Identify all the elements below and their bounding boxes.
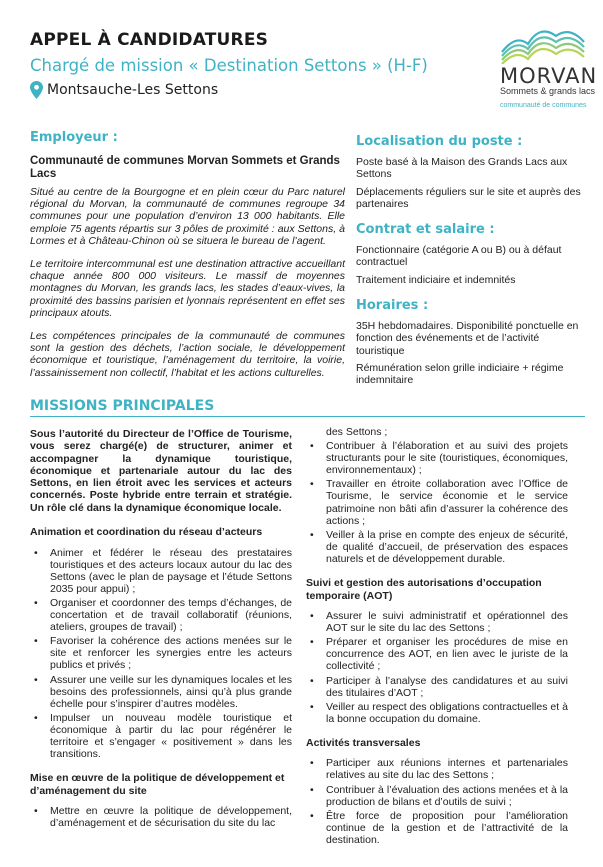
animation-heading: Animation et coordination du réseau d’acteurs: [30, 526, 263, 539]
list-item: • Mettre en œuvre la politique de développement, d’aménagement et de sécurisation du site du lac: [30, 805, 292, 829]
location: [30, 81, 480, 99]
list-item: • Travailler en étroite collaboration avec l’Office de Tourisme, le service économie et le service patrimoine non bâti afin d’assurer la cohérence des actions ;: [306, 478, 568, 526]
contract-section: [356, 222, 581, 286]
list-item: • Contribuer à l’évaluation des actions menées et à la production de bilans et d’outils de suivi ;: [306, 784, 568, 808]
politique-heading: Mise en œuvre de la politique de développement et d’aménagement du site: [30, 772, 285, 797]
logo-subtitle: communauté de communes: [500, 102, 587, 109]
transversales-heading: Activités transversales: [306, 736, 421, 749]
list-item: • Veiller au respect des obligations contractuelles et à la bonne occupation du domaine.: [306, 701, 568, 725]
hours-section: [356, 298, 581, 386]
list-item: • Assurer une veille sur les dynamiques locales et les besoins des professionnels, ainsi qu’à plus grande échelle pour s’inspirer d’autres modèles.: [30, 674, 292, 710]
list-item: • Veiller à la prise en compte des enjeux de sécurité, de qualité d’accueil, de préservation des espaces naturels et de développement durable.: [306, 529, 568, 565]
employer-section: [30, 130, 345, 379]
employer-name: Communauté de communes Morvan Sommets et Grands Lacs: [30, 155, 340, 180]
list-item: • Favoriser la cohérence des actions menées sur le site et renforcer les synergies entre les acteurs publics et privés ;: [30, 635, 292, 671]
missions-intro: Sous l’autorité du Directeur de l’Office de Tourisme, vous serez chargé(e) de structurer, animer et accompagner la dynamique touristique, économique et partenariale autour du lac des Settons, en lien étroit avec les services et acteurs concernés. Poste hybride entre terrain et stratégie. Un rôle clé dans la dynamique économique locale.: [30, 428, 292, 514]
contract-item: Traitement indiciaire et indemnités: [356, 273, 516, 286]
hours-heading: Horaires :: [356, 298, 429, 314]
logo-tagline: Sommets & grands lacs: [500, 86, 596, 96]
animation-list: [30, 547, 292, 761]
contract-heading: Contrat et salaire :: [356, 222, 495, 238]
localisation-item: Déplacements réguliers sur le site et auprès des partenaires: [356, 185, 581, 210]
logo: [500, 22, 598, 109]
list-item: • Participer aux réunions internes et partenariales relatives au site du lac des Settons ;: [306, 757, 568, 781]
contract-item: Fonctionnaire (catégorie A ou B) ou à défaut contractuel: [356, 244, 562, 269]
list-item: • Assurer le suivi administratif et opérationnel des AOT sur le site du lac des Settons ;: [306, 610, 568, 634]
location-text: Montsauche-Les Settons: [47, 82, 219, 98]
mountains-logo-icon: [500, 22, 586, 64]
employer-paragraph: Le territoire intercommunal est une destination attractive accueillant chaque année 800 000 visiteurs. Le massif de moyennes montagnes du Morvan, les grands lacs, les stades d’eaux-vives, la proximité des bassins parisien et lyonnais représentent en effet ses principaux atouts.: [30, 258, 345, 319]
section-divider: [30, 416, 585, 417]
employer-paragraph: Les compétences principales de la communauté de communes sont la gestion des déchets, l’action sociale, le développement économique et touristique, l’aménagement du territoire, la voirie, l’assainissement non collectif, l’habitat et les actions culturelles.: [30, 330, 345, 379]
hours-item: 35H hebdomadaires. Disponibilité ponctuelle en fonction des événements et de l’activité touristique: [356, 320, 579, 357]
list-item: • Être force de proposition pour l’amélioration continue de la gestion et de l’attractivité de la destination.: [306, 810, 568, 846]
list-item: • Préparer et organiser les procédures de mise en concurrence des AOT, en lien avec le juriste de la collectivité ;: [306, 636, 568, 672]
transversales-list: [306, 757, 568, 846]
list-item-continuation: des Settons ;: [326, 426, 388, 438]
job-title: Chargé de mission « Destination Settons » (H-F): [30, 56, 428, 75]
missions-heading: MISSIONS PRINCIPALES: [30, 398, 215, 414]
missions-right-column: [306, 426, 568, 848]
employer-paragraph: Situé au centre de la Bourgogne et en plein cœur du Parc naturel régional du Morvan, la communauté de communes regroupe 34 communes pour une population d’environ 13 000 habitants. Elle emploie 75 agents répartis sur 3 pôles de proximité : aux Settons, à Lormes et à Château-Chinon où se situera le bureau de l’agent.: [30, 186, 345, 247]
missions-left-column: [30, 428, 292, 831]
list-item: • Impulser un nouveau modèle touristique et économique à partir du lac pour régénérer le territoire et s’engager « positivement » dans les transitions.: [30, 712, 292, 760]
list-item: • Animer et fédérer le réseau des prestataires touristiques et des acteurs locaux autour du lac des Settons (avec le plan de paysage et l’étude Settons 2035 pour appui) ;: [30, 547, 292, 595]
list-item: • Organiser et coordonner des temps d’échanges, de concertation et de travail collaboratif (réunions, ateliers, groupes de travail) ;: [30, 597, 292, 633]
politique-list-continued: [306, 440, 568, 565]
localisation-item: Poste basé à la Maison des Grands Lacs aux Settons: [356, 156, 568, 181]
politique-list: [30, 805, 292, 829]
job-details: [356, 134, 581, 399]
header: [30, 30, 480, 99]
employer-heading: Employeur :: [30, 130, 118, 145]
location-pin-icon: [30, 81, 43, 99]
aot-list: [306, 610, 568, 725]
hours-item: Rémunération selon grille indiciaire + régime indemnitaire: [356, 361, 564, 387]
page-title: APPEL À CANDIDATURES: [30, 30, 269, 50]
aot-heading: Suivi et gestion des autorisations d’occupation temporaire (AOT): [306, 577, 542, 602]
list-item: • Participer à l’analyse des candidatures et au suivi des titulaires d’AOT ;: [306, 675, 568, 699]
localisation-section: [356, 134, 581, 210]
list-item: • Contribuer à l’élaboration et au suivi des projets structurants pour le site (touristiques, économiques, environnementaux) ;: [306, 440, 568, 476]
localisation-heading: Localisation du poste :: [356, 134, 523, 149]
logo-name: MORVAN: [500, 64, 598, 88]
